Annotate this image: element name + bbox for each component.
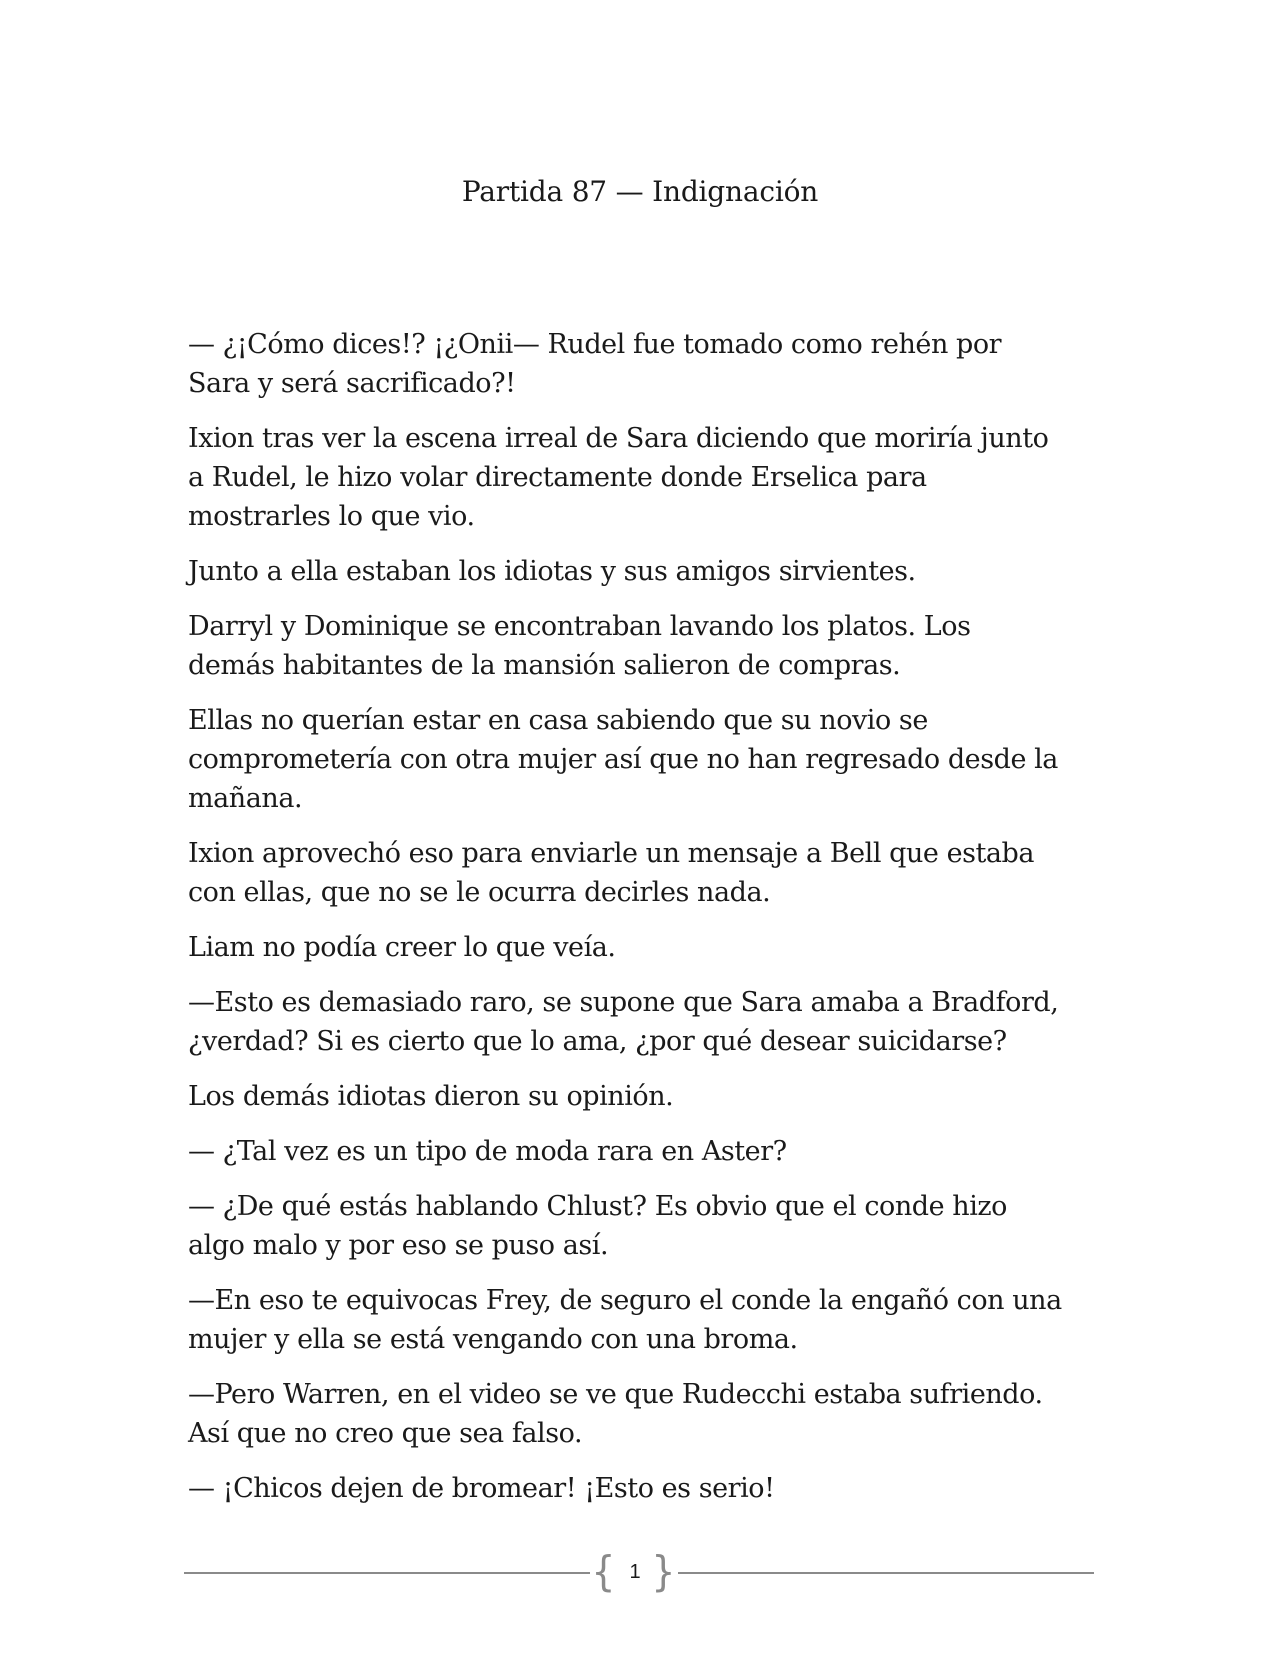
paragraph: [188, 1132, 1088, 1171]
text-line: Ixion tras ver la escena irreal de Sara diciendo que moriría junto: [188, 423, 1049, 454]
footer-rule-right: [678, 1572, 1094, 1574]
paragraph: [188, 1375, 1088, 1453]
text-line: comprometería con otra mujer así que no han regresado desde la: [188, 744, 1058, 775]
body-text: [188, 325, 1088, 1524]
paragraph: [188, 419, 1088, 536]
text-line: —Esto es demasiado raro, se supone que Sara amaba a Bradford,: [188, 987, 1059, 1018]
paragraph: [188, 325, 1088, 403]
text-line: ¿verdad? Si es cierto que lo ama, ¿por qué desear suicidarse?: [188, 1026, 1007, 1057]
paragraph: [188, 701, 1088, 818]
footer-rule-left: [184, 1572, 590, 1574]
paragraph: [188, 1187, 1088, 1265]
paragraph: [188, 1281, 1088, 1359]
text-line: Los demás idiotas dieron su opinión.: [188, 1081, 674, 1112]
text-line: Ellas no querían estar en casa sabiendo que su novio se: [188, 705, 928, 736]
text-line: Junto a ella estaban los idiotas y sus amigos sirvientes.: [188, 556, 916, 587]
text-line: — ¿Tal vez es un tipo de moda rara en Aster?: [188, 1136, 787, 1167]
text-line: con ellas, que no se le ocurra decirles nada.: [188, 877, 771, 908]
text-line: — ¡Chicos dejen de bromear! ¡Esto es serio!: [188, 1473, 775, 1504]
text-line: mañana.: [188, 783, 303, 814]
text-line: — ¿¡Cómo dices!? ¡¿Onii— Rudel fue tomado como rehén por: [188, 329, 1002, 360]
paragraph: [188, 1077, 1088, 1116]
text-line: Liam no podía creer lo que veía.: [188, 932, 616, 963]
paragraph: [188, 983, 1088, 1061]
text-line: — ¿De qué estás hablando Chlust? Es obvio que el conde hizo: [188, 1191, 1007, 1222]
text-line: mujer y ella se está vengando con una broma.: [188, 1324, 798, 1355]
bracket-open-icon: {: [591, 1547, 616, 1596]
text-line: Ixion aprovechó eso para enviarle un mensaje a Bell que estaba: [188, 838, 1035, 869]
paragraph: [188, 834, 1088, 912]
text-line: a Rudel, le hizo volar directamente donde Erselica para: [188, 462, 927, 493]
paragraph: [188, 607, 1088, 685]
text-line: Así que no creo que sea falso.: [188, 1418, 583, 1449]
paragraph: [188, 1469, 1088, 1508]
bracket-close-icon: }: [651, 1547, 676, 1596]
page-number: 1: [629, 1561, 641, 1583]
paragraph: [188, 928, 1088, 967]
text-line: mostrarles lo que vio.: [188, 501, 475, 532]
text-line: demás habitantes de la mansión salieron de compras.: [188, 650, 901, 681]
paragraph: [188, 552, 1088, 591]
page-footer: [184, 1548, 1094, 1598]
text-line: —En eso te equivocas Frey, de seguro el conde la engañó con una: [188, 1285, 1062, 1316]
text-line: Darryl y Dominique se encontraban lavando los platos. Los: [188, 611, 971, 642]
text-line: Sara y será sacrificado?!: [188, 368, 516, 399]
chapter-title: Partida 87 — Indignación: [461, 175, 819, 208]
text-line: —Pero Warren, en el video se ve que Rudecchi estaba sufriendo.: [188, 1379, 1043, 1410]
text-line: algo malo y por eso se puso así.: [188, 1230, 609, 1261]
